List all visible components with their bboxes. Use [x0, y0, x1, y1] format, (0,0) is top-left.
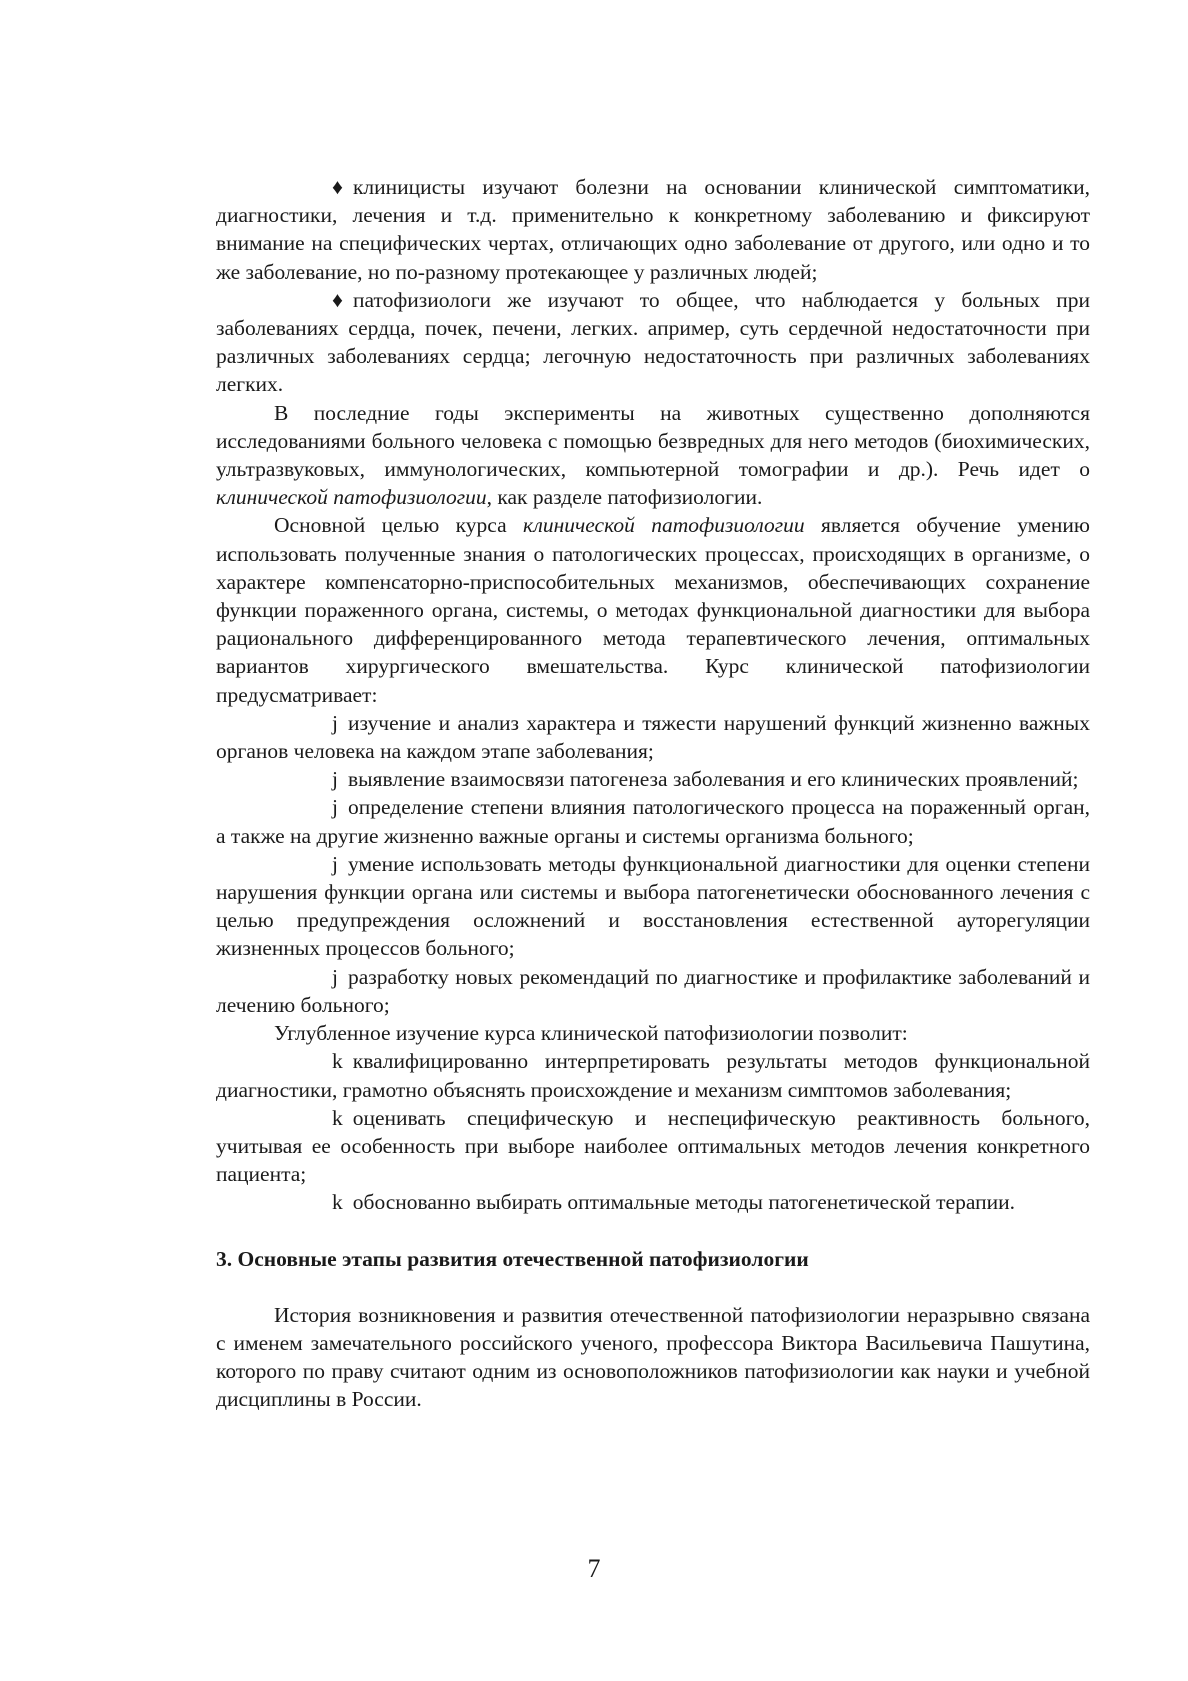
paragraph-text: является обучение умению использовать полученные знания о патологических процессах, происходящих в организме, о характере компенсаторно-приспособительных механизмов, обеспечивающих сохранение функции пораженного органа, системы, о методах функциональной диагностики для выбора рационального дифференцированного метода терапевтического лечения, оптимальных вариантов хирургического вмешательства. Курс клинической патофизиологии предусматривает:	[216, 513, 1090, 707]
j-bullet-icon: j	[332, 795, 338, 820]
bullet-text: патофизиологи же изучают то общее, что наблюдается у больных при заболеваниях сердца, почек, печени, легких. апример, суть сердечной недостаточности при различных заболеваниях сердца; легочную недостаточность при различных заболеваниях легких.	[216, 287, 1090, 397]
bullet-course-item	[216, 765, 1090, 793]
diamond-bullet-icon: ♦	[332, 287, 343, 312]
paragraph-history: История возникновения и развития отечественной патофизиологии неразрывно связана с именем замечательного российского ученого, профессора Виктора Васильевича Пашутина, которого по праву считают одним из основоположников патофизиологии как науки и учебной дисциплины в России.	[216, 1302, 1090, 1412]
bullet-text: выявление взаимосвязи патогенеза заболевания и его клинических проявлений;	[347, 767, 1079, 792]
k-bullet-icon: k	[332, 1049, 343, 1074]
paragraph-text: Основной целью курса	[274, 513, 524, 538]
bullet-text: разработку новых рекомендаций по диагностике и профилактике заболеваний и лечению больного;	[216, 964, 1090, 1017]
paragraph-course-goal	[216, 511, 1090, 708]
paragraph-text: , как разделе патофизиологии.	[486, 485, 763, 510]
bullet-course-item	[216, 963, 1090, 1019]
bullet-text: клиницисты изучают болезни на основании клинической симптоматики, диагностики, лечения и т.д. применительно к конкретному заболеванию и фиксируют внимание на специфических чертах, отличающих одно заболевание от другого, или одно и то же заболевание, но по-разному протекающее у различных людей;	[216, 175, 1090, 284]
bullet-course-item	[216, 709, 1090, 765]
bullet-text: квалифицированно интерпретировать результаты методов функциональной диагностики, грамотно объяснять происхождение и механизм симптомов заболевания;	[216, 1049, 1090, 1102]
paragraph-recent-years	[216, 399, 1090, 512]
bullet-allow-item	[216, 1047, 1090, 1103]
bullet-course-item	[216, 850, 1090, 963]
k-bullet-icon: k	[332, 1190, 343, 1215]
bullet-clinicians	[216, 173, 1090, 286]
bullet-text: определение степени влияния патологического процесса на пораженный орган, а также на другие жизненно важные органы и системы организма больного;	[216, 795, 1090, 848]
j-bullet-icon: j	[332, 767, 338, 792]
bullet-pathophysiologists	[216, 286, 1090, 399]
italic-term: клинической патофизиологии	[216, 485, 487, 510]
paragraph-deep-study: Углубленное изучение курса клинической патофизиологии позволит:	[274, 1021, 908, 1046]
page-number: 7	[587, 1554, 601, 1583]
bullet-allow-item	[216, 1188, 1090, 1216]
bullet-text: умение использовать методы функциональной диагностики для оценки степени нарушения функции органа или системы и выбора патогенетически обоснованного лечения с целью предупреждения осложнений и восстановления естественной ауторегуляции жизненных процессов больного;	[216, 851, 1090, 961]
italic-term: клинической патофизиологии	[523, 513, 805, 538]
paragraph-text: В последние годы эксперименты на животных существенно дополняются исследованиями больного человека с помощью безвредных для него методов (биохимических, ультразвуковых, иммунологических, компьютерной томографии и др.). Речь идет о	[216, 400, 1090, 482]
bullet-text: изучение и анализ характера и тяжести нарушений функций жизненно важных органов человека на каждом этапе заболевания;	[216, 710, 1090, 764]
diamond-bullet-icon: ♦	[332, 175, 343, 199]
j-bullet-icon: j	[332, 851, 338, 876]
j-bullet-icon: j	[332, 964, 338, 989]
page-content	[216, 173, 1090, 1414]
bullet-text: оценивать специфическую и неспецифическую реактивность больного, учитывая ее особенность при выборе наиболее оптимальных методов лечения конкретного пациента;	[216, 1105, 1090, 1187]
bullet-text: обоснованно выбирать оптимальные методы патогенетической терапии.	[352, 1190, 1015, 1215]
bullet-allow-item	[216, 1104, 1090, 1189]
bullet-course-item	[216, 793, 1090, 849]
k-bullet-icon: k	[332, 1105, 343, 1130]
j-bullet-icon: j	[332, 710, 338, 735]
section-heading: 3. Основные этапы развития отечественной патофизиологии	[216, 1246, 809, 1271]
